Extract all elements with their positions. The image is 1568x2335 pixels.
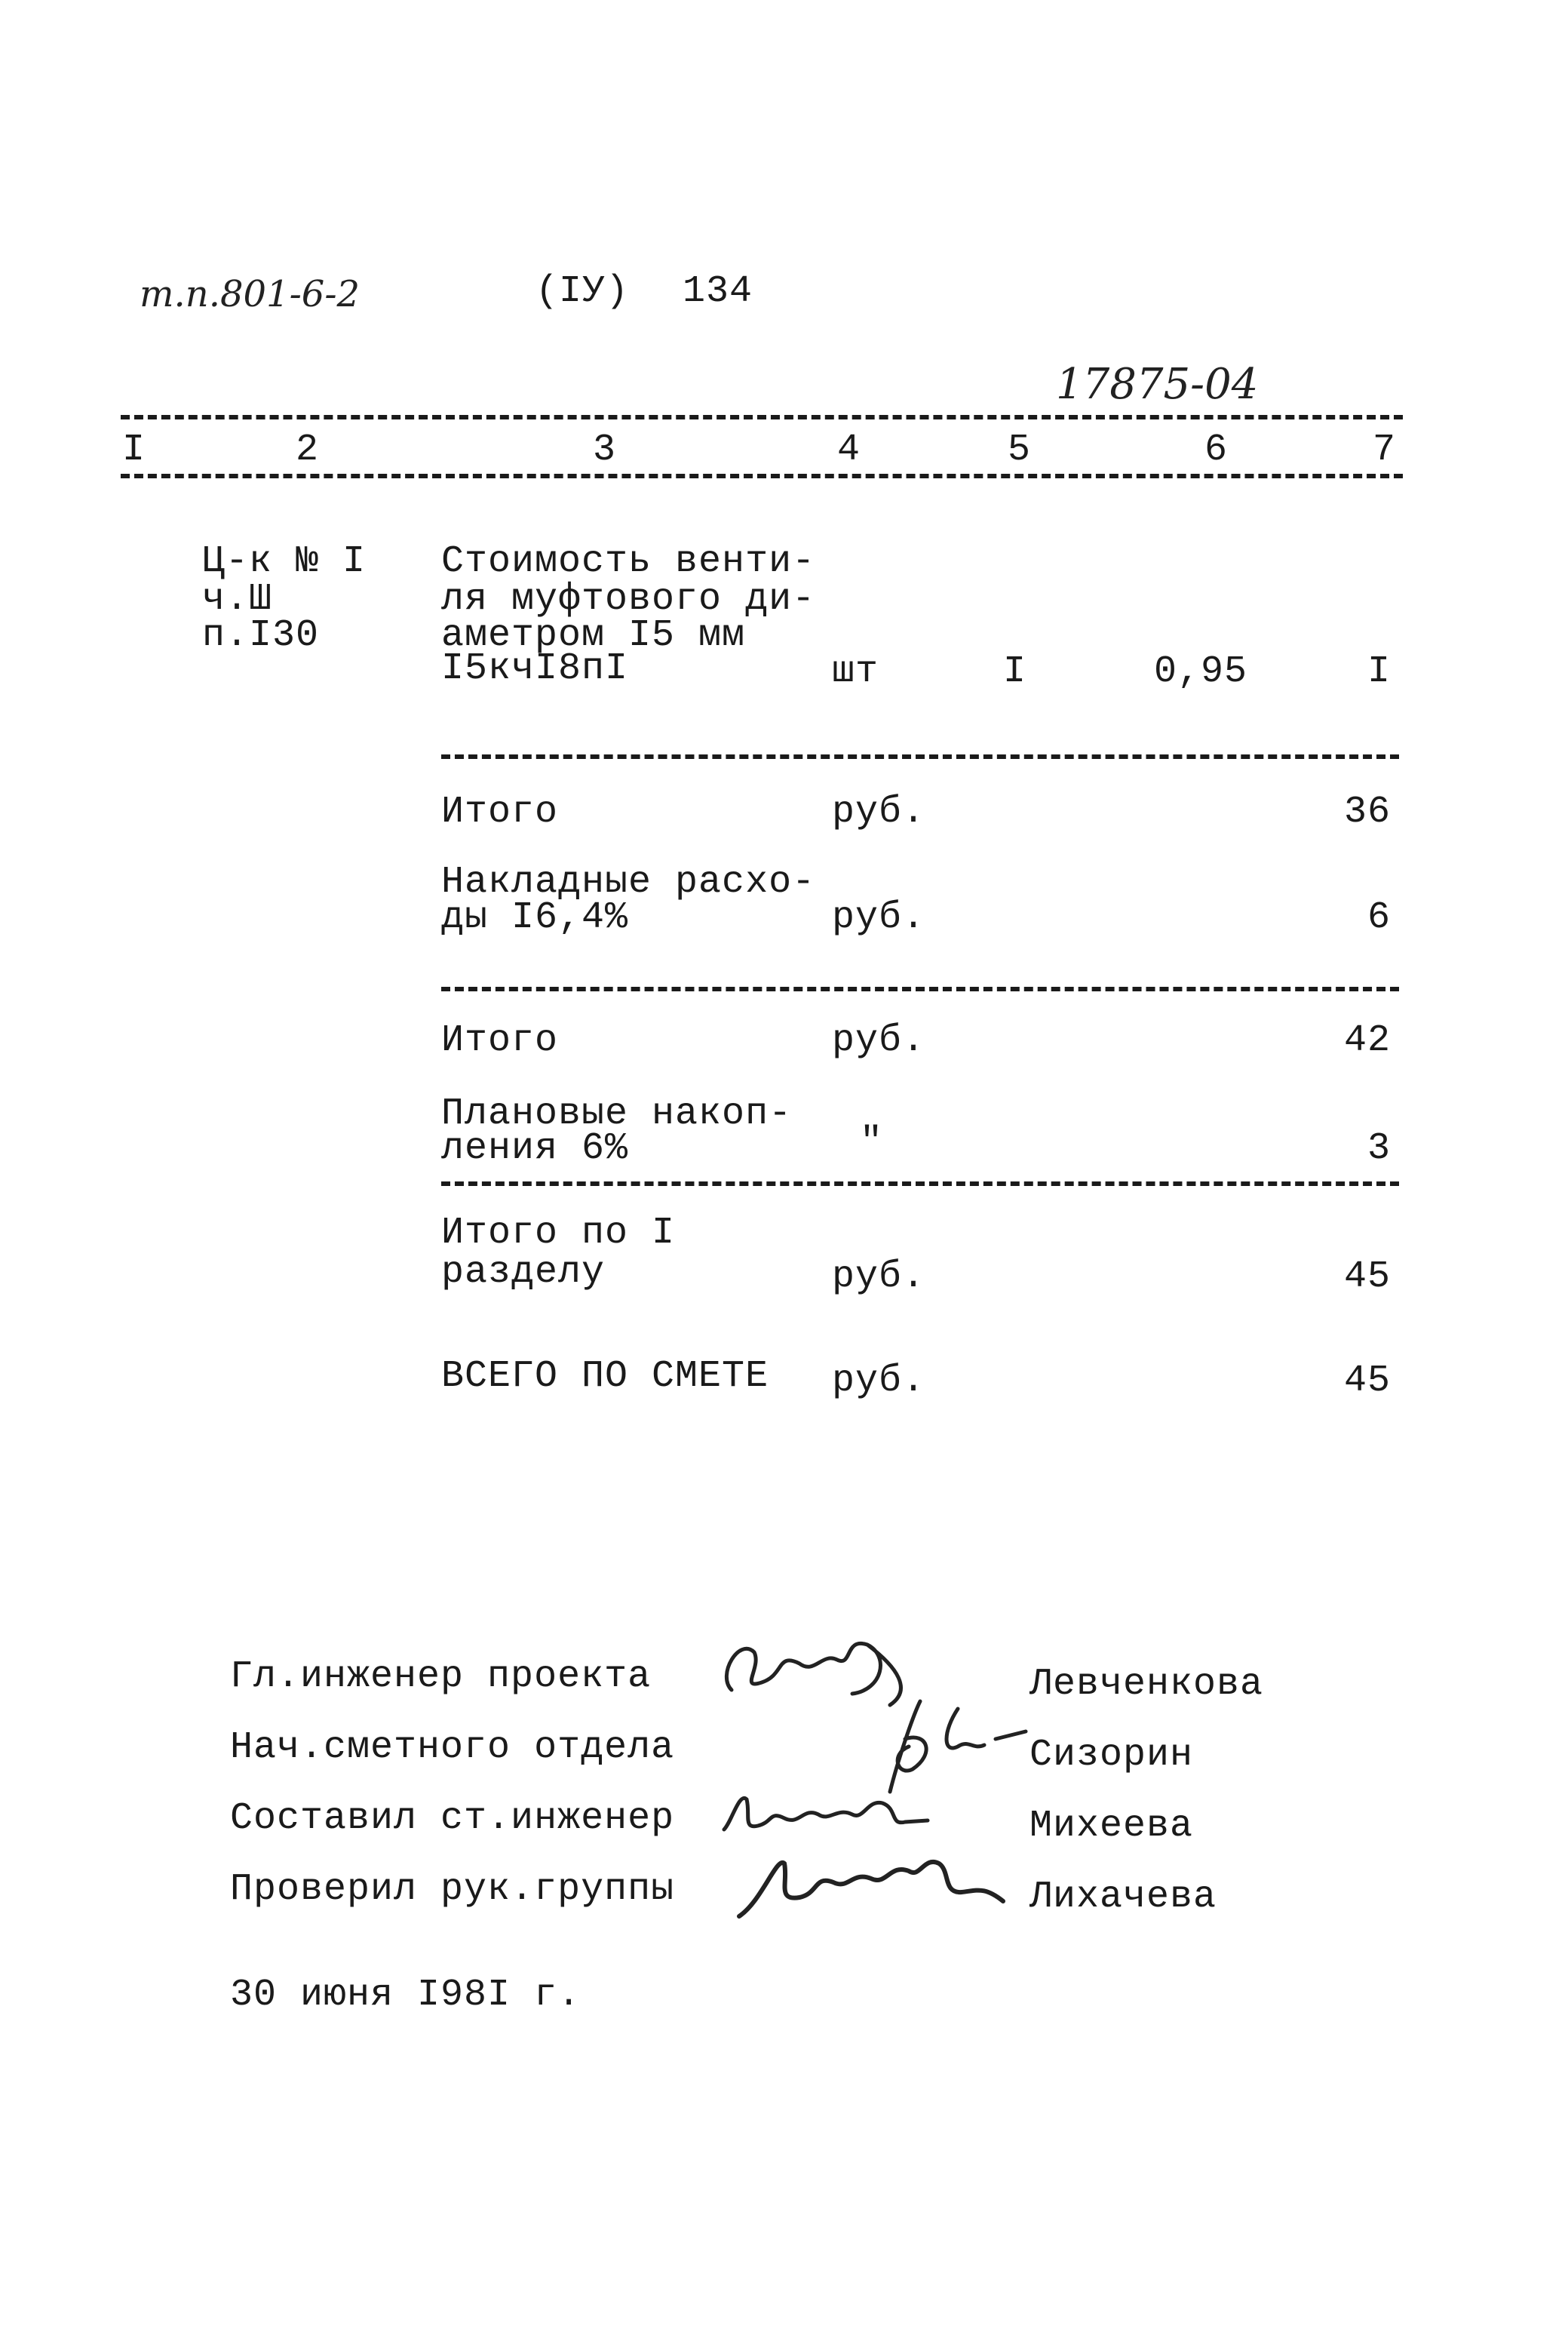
item-description-line-3: аметром I5 мм [441,614,746,657]
item-description-line-4: I5кчI8пI [441,647,629,690]
item-quantity: I [1003,650,1027,693]
document-date: 30 июня I98I г. [230,1974,581,2017]
summary-label-section-total-line-2: разделу [441,1251,606,1294]
summary-unit-subtotal-2: руб. [832,1019,926,1062]
signatory-role-4: Проверил рук.группы [230,1868,675,1911]
column-number-6: 6 [1204,429,1229,472]
summary-rule-1 [441,754,1399,759]
page-number: 134 [683,270,753,313]
summary-label-overhead-line-2: ды I6,4% [441,896,629,939]
summary-value-subtotal-2: 42 [1343,1019,1391,1062]
column-header-top-rule [121,415,1403,419]
summary-unit-subtotal-1: руб. [832,791,926,834]
summary-label-section-total-line-1: Итого по I [441,1212,676,1255]
item-description-line-1: Стоимость венти- [441,540,816,583]
signatory-name-3: Михеева [1029,1805,1194,1848]
column-number-1: I [122,429,146,472]
signatory-role-2: Нач.сметного отдела [230,1726,675,1769]
summary-label-grand-total: ВСЕГО ПО СМЕТЕ [441,1355,769,1398]
summary-value-subtotal-1: 36 [1343,791,1391,834]
summary-value-grand-total: 45 [1343,1360,1391,1403]
item-description-line-2: ля муфтового ди- [441,578,816,621]
signatory-role-1: Гл.инженер проекта [230,1655,652,1698]
summary-value-section-total: 45 [1343,1255,1391,1298]
inventory-number: 17875-04 [1056,360,1259,409]
summary-rule-2 [441,987,1399,991]
volume-label: (IУ) [535,270,630,313]
summary-label-overhead-line-1: Накладные расхо- [441,861,816,904]
column-number-4: 4 [837,429,861,472]
column-number-3: 3 [593,429,617,472]
summary-label-subtotal-1: Итого [441,791,559,834]
project-code: т.п.801-6-2 [140,273,361,315]
column-number-5: 5 [1008,429,1032,472]
summary-value-overhead: 6 [1367,896,1391,939]
signatory-name-4: Лихачева [1029,1876,1217,1919]
column-number-7: 7 [1373,429,1397,472]
item-basis-line-1: Ц-к № I [202,540,367,583]
item-basis-line-2: ч.Ш [202,578,273,621]
summary-label-planned-line-2: ления 6% [441,1127,629,1170]
summary-rule-3 [441,1181,1399,1186]
item-total: I [1367,650,1391,693]
signatory-name-1: Левченкова [1029,1663,1264,1706]
summary-label-subtotal-2: Итого [441,1019,559,1062]
signatory-name-2: Сизорин [1029,1734,1194,1777]
summary-unit-grand-total: руб. [832,1360,926,1403]
summary-unit-overhead: руб. [832,896,926,939]
item-price: 0,95 [1154,650,1248,693]
item-unit: шт [832,650,879,693]
signatory-role-3: Составил ст.инженер [230,1797,675,1840]
item-basis-line-3: п.I30 [202,614,320,657]
column-header-bottom-rule [121,474,1403,478]
summary-label-planned-line-1: Плановые накоп- [441,1092,793,1135]
signature-3 [716,1777,943,1845]
signature-4 [724,1841,1011,1924]
summary-value-planned: 3 [1367,1127,1391,1170]
summary-unit-planned: " [860,1121,884,1164]
column-number-2: 2 [296,429,320,472]
summary-unit-section-total: руб. [832,1255,926,1298]
